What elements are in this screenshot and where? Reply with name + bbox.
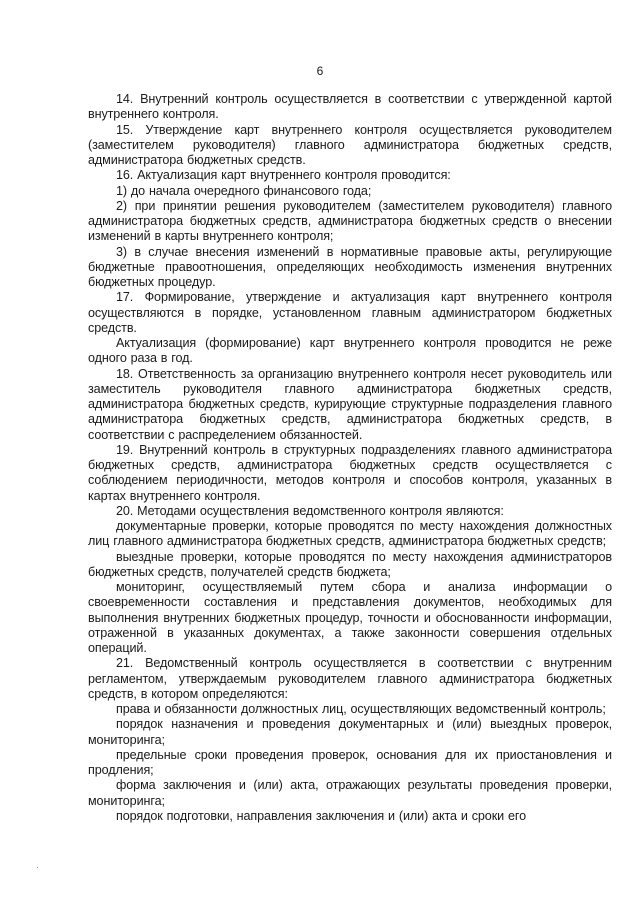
paragraph-17-actualization: Актуализация (формирование) карт внутреннего контроля проводится не реже одного раза в год. <box>88 336 612 366</box>
paragraph-18: 18. Ответственность за организацию внутреннего контроля несет руководитель или заместитель руководителя главного администратора бюджетных средств, администратора бюджетных средств, курирующие структурные подразделения главного администратора бюджетных средств, администратора бюджетных средств, в соответствии с распределением обязанностей. <box>88 366 612 442</box>
paragraph-20: 20. Методами осуществления ведомственного контроля являются: <box>116 503 504 518</box>
list-item-16-3: 3) в случае внесения изменений в нормативные правовые акты, регулирующие бюджетные правоотношения, определяющих необходимость изменения внутренних бюджетных процедур. <box>88 244 612 289</box>
paragraph-14: 14. Внутренний контроль осуществляется в соответствии с утвержденной картой внутреннего контроля. <box>88 92 612 122</box>
method-field-checks: выездные проверки, которые проводятся по месту нахождения администраторов бюджетных средств, получателей средств бюджета; <box>88 549 612 579</box>
page-number: 6 <box>316 64 324 78</box>
method-monitoring: мониторинг, осуществляемый путем сбора и анализа информации о своевременности составления и представления документов, необходимых для выполнения внутренних бюджетных процедур, точности и обоснованности информации, отраженной в указанных документах, а также законности совершения отдельных операций. <box>88 580 612 655</box>
paragraph-19: 19. Внутренний контроль в структурных подразделениях главного администратора бюджетных средств, администратора бюджетных средств осуществляется с соблюдением периодичности, методов контроля и способов контроля, указанных в картах внутреннего контроля. <box>88 442 612 503</box>
list-item-16-2: 2) при принятии решения руководителем (заместителем руководителя) главного администратора бюджетных средств, администратора бюджетных средств о внесении изменений в карты внутреннего контроля; <box>88 198 612 244</box>
scan-artifact-dot: · <box>36 862 39 872</box>
document-body <box>88 92 612 824</box>
paragraph-15: 15. Утверждение карт внутреннего контроля осуществляется руководителем (заместителем руководителя) главного администратора бюджетных средств, администратора бюджетных средств. <box>88 122 612 167</box>
regulation-item-deadlines: предельные сроки проведения проверок, основания для их приостановления и продления; <box>88 747 612 777</box>
regulation-item-preparation: порядок подготовки, направления заключения и (или) акта и сроки его <box>116 808 526 823</box>
regulation-item-procedure: порядок назначения и проведения документарных и (или) выездных проверок, мониторинга; <box>88 717 612 747</box>
list-item-16-1: 1) до начала очередного финансового года; <box>116 183 372 198</box>
regulation-item-form: форма заключения и (или) акта, отражающих результаты проведения проверки, мониторинга; <box>88 778 612 808</box>
regulation-item-rights: права и обязанности должностных лиц, осуществляющих ведомственный контроль; <box>116 702 606 716</box>
paragraph-16: 16. Актуализация карт внутреннего контроля проводится: <box>116 168 451 183</box>
method-documentary-checks: документарные проверки, которые проводятся по месту нахождения должностных лиц главного администратора бюджетных средств, администратора бюджетных средств; <box>88 519 612 549</box>
paragraph-17: 17. Формирование, утверждение и актуализация карт внутреннего контроля осуществляются в порядке, установленном главным администратором бюджетных средств. <box>88 290 612 335</box>
paragraph-21: 21. Ведомственный контроль осуществляется в соответствии с внутренним регламентом, утверждаемым руководителем главного администратора бюджетных средств, в котором определяются: <box>88 656 612 701</box>
